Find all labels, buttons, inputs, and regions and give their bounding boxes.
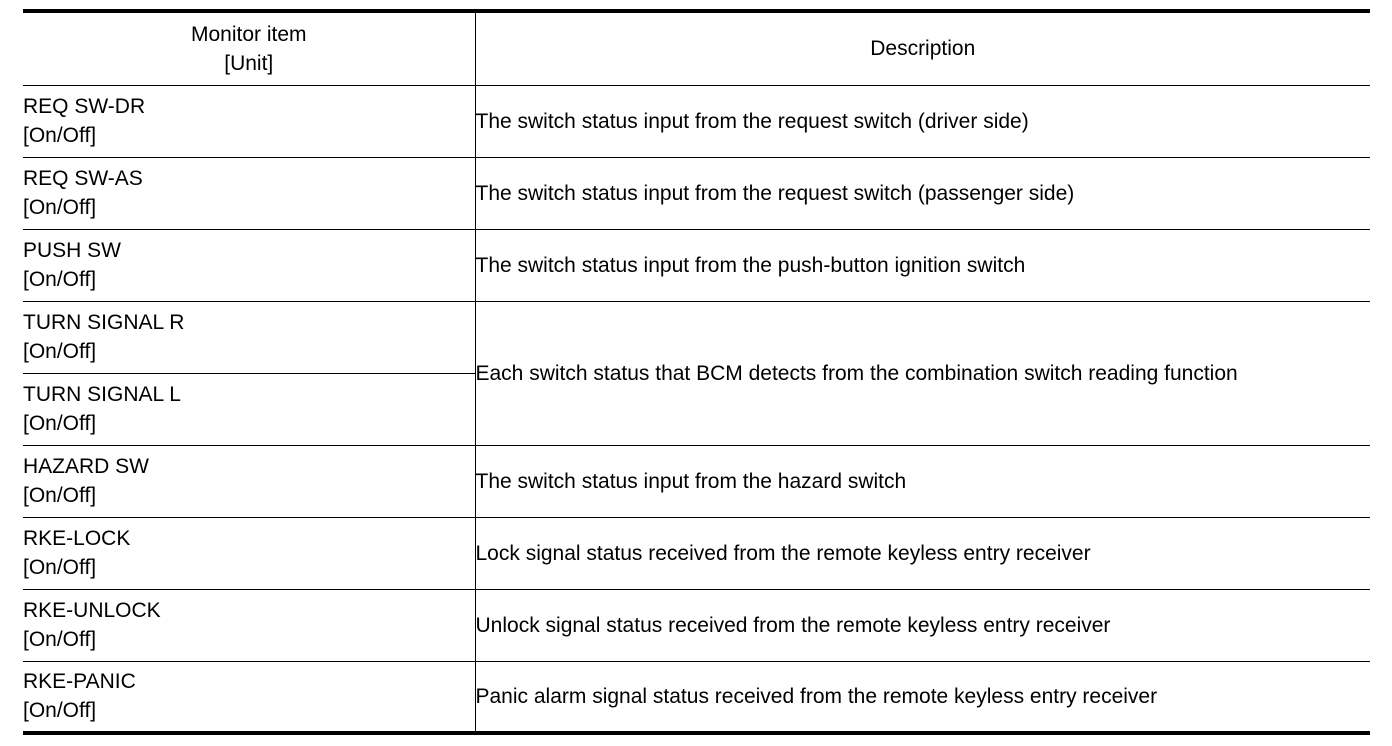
description-header: Description	[475, 11, 1370, 85]
monitor-item-name: RKE-LOCK	[23, 527, 131, 550]
monitor-item-name: REQ SW-DR	[23, 95, 146, 118]
monitor-item-cell	[23, 661, 475, 733]
table-row	[23, 517, 1370, 589]
table-row	[23, 589, 1370, 661]
table-header-row	[23, 11, 1370, 85]
monitor-item-name: RKE-PANIC	[23, 670, 136, 694]
monitor-item-header	[23, 11, 475, 85]
monitor-item-name: PUSH SW	[23, 239, 122, 262]
description-cell: The switch status input from the request switch (passenger side)	[475, 157, 1370, 229]
description-cell: Panic alarm signal status received from the remote keyless entry receiver	[475, 661, 1370, 733]
description-cell: The switch status input from the hazard switch	[475, 445, 1370, 517]
description-cell: The switch status input from the request switch (driver side)	[475, 85, 1370, 157]
monitor-item-unit: [On/Off]	[23, 268, 97, 291]
table-row	[23, 85, 1370, 157]
monitor-item-header-unit: [Unit]	[224, 51, 274, 75]
description-cell: Lock signal status received from the remote keyless entry receiver	[475, 517, 1370, 589]
table-row	[23, 157, 1370, 229]
monitor-item-unit: [On/Off]	[23, 196, 97, 219]
monitor-item-unit: [On/Off]	[23, 340, 97, 363]
monitor-item-cell	[23, 301, 475, 373]
description-cell: Each switch status that BCM detects from the combination switch reading function	[475, 301, 1370, 445]
monitor-item-unit: [On/Off]	[23, 124, 97, 147]
monitor-item-header-label: Monitor item	[190, 22, 307, 46]
monitor-item-cell	[23, 157, 475, 229]
monitor-item-cell	[23, 589, 475, 661]
monitor-item-cell	[23, 85, 475, 157]
monitor-item-name: TURN SIGNAL L	[23, 383, 181, 406]
monitor-item-cell	[23, 517, 475, 589]
monitor-item-cell	[23, 445, 475, 517]
table-row	[23, 301, 1370, 373]
monitor-item-name: REQ SW-AS	[23, 167, 143, 190]
monitor-item-name: RKE-UNLOCK	[23, 599, 161, 622]
monitor-item-unit: [On/Off]	[23, 484, 97, 507]
table-row	[23, 229, 1370, 301]
monitor-item-unit: [On/Off]	[23, 628, 97, 651]
monitor-item-cell	[23, 229, 475, 301]
monitor-item-name: TURN SIGNAL R	[23, 311, 185, 334]
monitor-item-name: HAZARD SW	[23, 455, 149, 478]
table-row	[23, 445, 1370, 517]
description-cell: The switch status input from the push-button ignition switch	[475, 229, 1370, 301]
monitor-item-unit: [On/Off]	[23, 412, 97, 435]
monitor-item-table	[23, 9, 1370, 735]
monitor-item-unit: [On/Off]	[23, 699, 97, 723]
monitor-item-cell	[23, 373, 475, 445]
table-row	[23, 661, 1370, 733]
monitor-item-unit: [On/Off]	[23, 556, 97, 579]
description-cell: Unlock signal status received from the remote keyless entry receiver	[475, 589, 1370, 661]
